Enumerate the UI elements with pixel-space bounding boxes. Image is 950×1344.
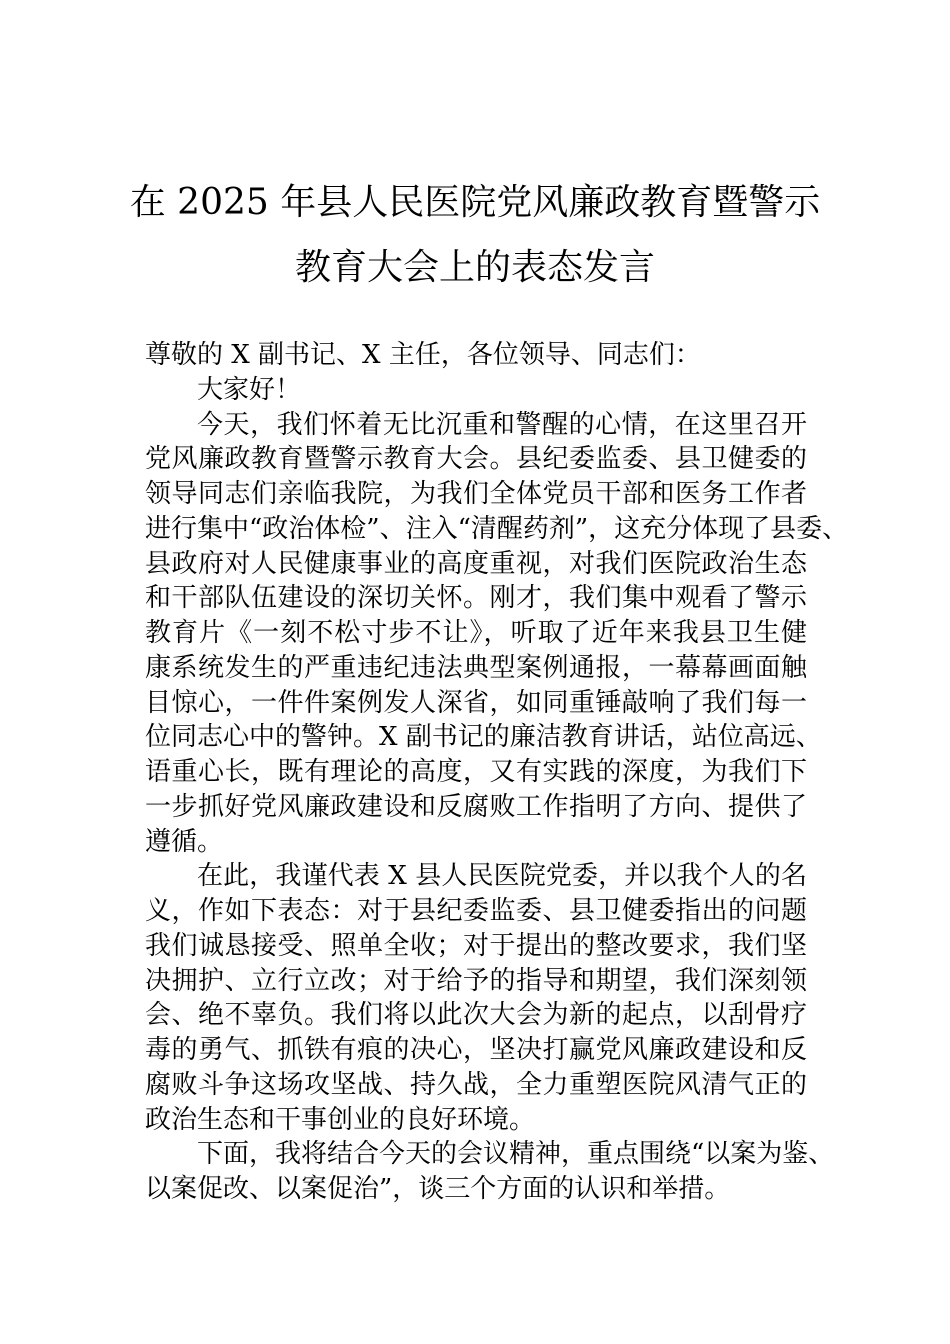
text-line: 和干部队伍建设的深切关怀。刚才，我们集中观看了警示 [145, 583, 807, 614]
text-line: 领导同志们亲临我院，为我们全体党员干部和医务工作者 [145, 479, 807, 509]
text-line: 党风廉政教育暨警示教育大会。县纪委监委、县卫健委的 [145, 444, 807, 475]
text-line: 腐败斗争这场攻坚战、持久战，全力重塑医院风清气正的 [145, 1069, 807, 1100]
paragraph-1 [145, 408, 849, 860]
text-line: 决拥护、立行立改；对于给予的指导和期望，我们深刻领 [145, 965, 807, 996]
text-line: 康系统发生的严重违纪违法典型案例通报，一幕幕画面触 [145, 652, 807, 683]
text-line: 一步抓好党风廉政建设和反腐败工作指明了方向、提供了 [145, 791, 807, 822]
text-line: 下面，我将结合今天的会议精神，重点围绕“以案为鉴、 [197, 1139, 835, 1170]
document-title-line-1: 在 2025 年县人民医院党风廉政教育暨警示 [129, 182, 821, 223]
text-line: 进行集中“政治体检”、注入“清醒药剂”，这充分体现了县委、 [145, 513, 849, 544]
paragraph-2 [145, 859, 807, 1137]
text-line: 今天，我们怀着无比沉重和警醒的心情，在这里召开 [197, 409, 807, 440]
text-line: 县政府对人民健康事业的高度重视，对我们医院政治生态 [145, 548, 807, 579]
greeting: 大家好！ [197, 374, 302, 405]
text-line: 会、绝不辜负。我们将以此次大会为新的起点，以刮骨疗 [145, 1000, 807, 1031]
text-line: 教育片《一刻不松寸步不让》，听取了近年来我县卫生健 [145, 618, 807, 648]
text-line: 位同志心中的警钟。X 副书记的廉洁教育讲话，站位高远、 [145, 722, 822, 753]
text-line: 以案促改、以案促治”，谈三个方面的认识和举措。 [145, 1174, 731, 1204]
text-line: 遵循。 [145, 826, 224, 857]
text-line: 在此，我谨代表 X 县人民医院党委，并以我个人的名 [197, 861, 807, 892]
document-body [145, 338, 849, 1207]
salutation: 尊敬的 X 副书记、X 主任，各位领导、同志们： [145, 340, 701, 370]
text-line: 我们诚恳接受、照单全收；对于提出的整改要求，我们坚 [145, 930, 807, 961]
paragraph-3 [145, 1137, 835, 1207]
text-line: 义，作如下表态：对于县纪委监委、县卫健委指出的问题 [145, 896, 807, 926]
text-line: 毒的勇气、抓铁有痕的决心，坚决打赢党风廉政建设和反 [145, 1035, 807, 1065]
text-line: 语重心长，既有理论的高度，又有实践的深度，为我们下 [145, 757, 807, 787]
text-line: 政治生态和干事创业的良好环境。 [145, 1104, 536, 1135]
document-title-line-2: 教育大会上的表态发言 [294, 247, 655, 288]
text-line: 目惊心，一件件案例发人深省，如同重锤敲响了我们每一 [145, 687, 807, 718]
